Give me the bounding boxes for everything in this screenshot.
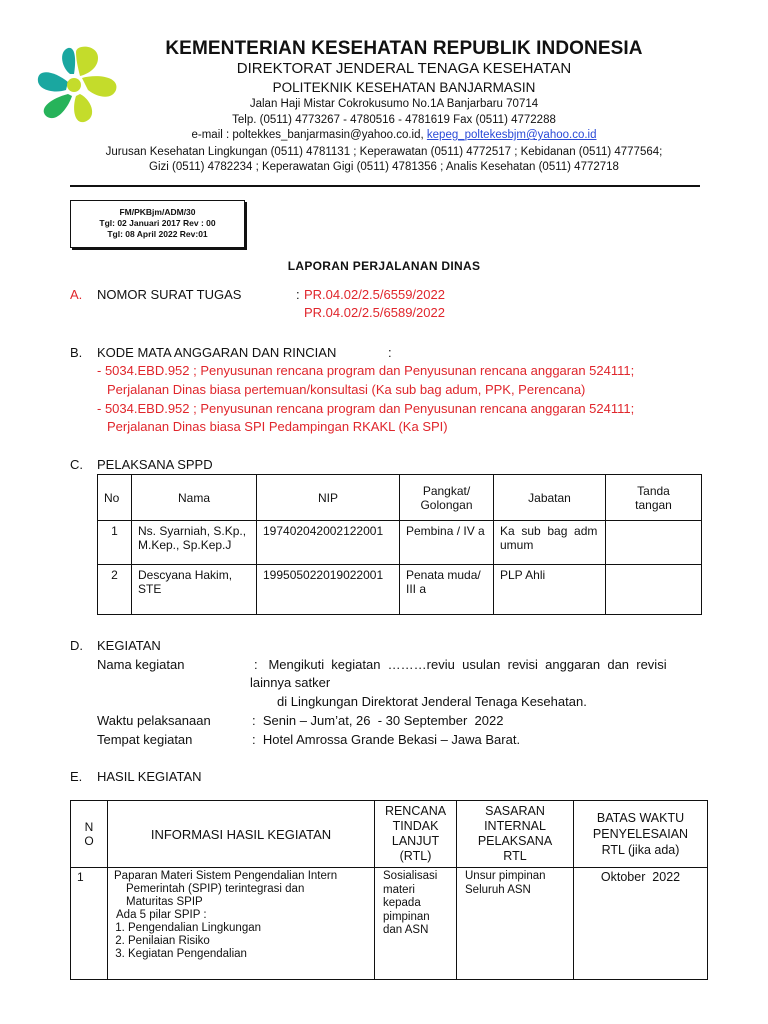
- row-2-nip: 199505022019022001: [257, 565, 400, 615]
- row-2-no: 2: [98, 565, 132, 615]
- pilar-list: [112, 922, 370, 961]
- row-1-batas-waktu: Oktober 2022: [574, 868, 708, 980]
- row-1-jabatan-line-1: Ka sub bag adm: [500, 524, 598, 538]
- table-row: [71, 868, 708, 980]
- section-e-label: HASIL KEGIATAN: [97, 769, 202, 784]
- row-1-pangkat: Pembina / IV a: [400, 521, 494, 565]
- table-row: [98, 521, 702, 565]
- sasaran-line-1: Unsur pimpinan: [465, 870, 546, 882]
- address-line: Jalan Haji Mistar Cokrokusumo No.1A Banjarbaru 70714: [249, 98, 539, 110]
- nama-kegiatan-value-1: : Mengikuti kegiatan ………reviu usulan revisi anggaran dan revisi: [254, 657, 667, 672]
- section-b-item-2a: - 5034.EBD.952 ; Penyusunan rencana program dan Penyusunan rencana anggaran 524111;: [97, 401, 635, 416]
- section-b-label: KODE MATA ANGGARAN DAN RINCIAN: [97, 345, 337, 360]
- row-1-informasi: [108, 868, 375, 980]
- row-1-rtl: [375, 868, 457, 980]
- sasaran-line-2: Seluruh ASN: [465, 883, 531, 896]
- col-no-line-1: N: [84, 820, 94, 834]
- col-pangkat-line-1: Pangkat/: [422, 483, 471, 498]
- col-no-line-2: O: [84, 834, 94, 848]
- section-a-colon: :: [296, 287, 300, 302]
- col-batas-line-2: PENYELESAIAN: [592, 827, 689, 841]
- rtl-line-1: Sosialisasi: [383, 870, 438, 882]
- waktu-value: : Senin – Jum’at, 26 - 30 September 2022: [252, 713, 504, 728]
- col-sasaran-line-4: RTL: [503, 849, 527, 863]
- col-informasi: INFORMASI HASIL KEGIATAN: [108, 801, 375, 868]
- row-2-pangkat-line-2: III a: [406, 582, 427, 596]
- row-1-sasaran: [457, 868, 574, 980]
- section-b-item-2b: Perjalanan Dinas biasa SPI Pedampingan RKAKL (Ka SPI): [107, 419, 448, 434]
- section-b-colon: :: [388, 345, 392, 360]
- directorate-title: DIREKTORAT JENDERAL TENAGA KESEHATAN: [236, 60, 572, 77]
- col-tanda-line-1: Tanda: [637, 483, 670, 498]
- email-line: [0, 129, 768, 141]
- email-prefix: e-mail : poltekkes_banjarmasin@yahoo.co.id,: [191, 129, 427, 141]
- pelaksana-table: [97, 474, 702, 615]
- row-1-tanda: [606, 521, 702, 565]
- row-1-no: 1: [71, 868, 108, 980]
- email-link[interactable]: kepeg_poltekesbjm@yahoo.co.id: [426, 129, 597, 141]
- institution-title: POLITEKNIK KESEHATAN BANJARMASIN: [272, 80, 536, 95]
- col-pangkat-line-2: Golongan: [420, 497, 473, 512]
- tempat-value: : Hotel Amrossa Grande Bekasi – Jawa Barat.: [252, 732, 521, 747]
- row-2-pangkat-line-1: Penata muda/: [406, 568, 481, 582]
- row-2-nama: Descyana Hakim, STE: [132, 565, 257, 615]
- col-rtl-line-4: (RTL): [399, 849, 432, 863]
- row-1-nip: 197402042002122001: [257, 521, 400, 565]
- section-e-letter: E.: [70, 769, 83, 784]
- col-pangkat: [400, 475, 494, 521]
- col-rtl: [375, 801, 457, 868]
- section-a-label: NOMOR SURAT TUGAS: [97, 287, 242, 302]
- table-header-row: [98, 475, 702, 521]
- info-line-2: Pemerintah (SPIP) terintegrasi dan: [126, 883, 305, 895]
- departments-line-1: Jurusan Kesehatan Lingkungan (0511) 4781131 ; Keperawatan (0511) 4772517 ; Kebidanan (0511) 4777564;: [105, 146, 663, 158]
- col-sasaran-line-2: INTERNAL: [484, 819, 546, 833]
- form-code-box: [70, 200, 245, 248]
- row-1-nama-line-2: M.Kep., Sp.Kep.J: [138, 538, 232, 552]
- col-batas-line-3: RTL (jika ada): [601, 843, 680, 857]
- nama-kegiatan-value-2: lainnya satker: [250, 675, 331, 690]
- section-d-letter: D.: [70, 638, 83, 653]
- row-1-nama-line-1: Ns. Syarniah, S.Kp.,: [138, 524, 247, 538]
- col-nama: Nama: [132, 475, 257, 521]
- col-rtl-line-3: LANJUT: [391, 834, 440, 848]
- row-2-jabatan: PLP Ahli: [494, 565, 606, 615]
- table-header-row: [71, 801, 708, 868]
- col-no: [71, 801, 108, 868]
- row-1-no: 1: [98, 521, 132, 565]
- col-sasaran: [457, 801, 574, 868]
- col-batas-waktu: [574, 801, 708, 868]
- header-divider: [70, 185, 700, 187]
- phone-line: Telp. (0511) 4773267 - 4780516 - 4781619 Fax (0511) 4772288: [232, 114, 556, 126]
- section-b-letter: B.: [70, 345, 83, 360]
- nama-kegiatan-label: Nama kegiatan: [97, 657, 185, 672]
- section-b-item-1a: - 5034.EBD.952 ; Penyusunan rencana program dan Penyusunan rencana anggaran 524111;: [97, 363, 635, 378]
- section-d-label: KEGIATAN: [97, 638, 161, 653]
- waktu-label: Waktu pelaksanaan: [97, 713, 211, 728]
- rtl-line-3: kepada: [383, 897, 421, 909]
- row-1-jabatan: [494, 521, 606, 565]
- rtl-line-2: materi: [383, 883, 415, 896]
- section-b-item-1b: Perjalanan Dinas biasa pertemuan/konsultasi (Ka sub bag adum, PPK, Perencana): [107, 382, 586, 397]
- col-sasaran-line-3: PELAKSANA: [477, 834, 553, 848]
- rtl-line-4: pimpinan: [383, 910, 430, 923]
- col-no: No: [98, 475, 132, 521]
- list-item: 2. Penilaian Risiko: [128, 935, 370, 948]
- form-code-line-2: Tgl: 02 Januari 2017 Rev : 00: [99, 218, 216, 228]
- col-tanda-tangan: [606, 475, 702, 521]
- list-item: 3. Kegiatan Pengendalian: [128, 948, 370, 961]
- section-a-letter: A.: [70, 287, 83, 302]
- hasil-kegiatan-table: [70, 800, 708, 980]
- section-a-value-1: PR.04.02/2.5/6559/2022: [304, 287, 445, 302]
- ministry-title: KEMENTERIAN KESEHATAN REPUBLIK INDONESIA: [165, 38, 643, 59]
- info-line-4: Ada 5 pilar SPIP :: [116, 909, 207, 921]
- row-1-jabatan-line-2: umum: [500, 538, 534, 552]
- rtl-line-5: dan ASN: [383, 924, 429, 936]
- col-sasaran-line-1: SASARAN: [485, 804, 545, 818]
- col-jabatan: Jabatan: [494, 475, 606, 521]
- section-c-letter: C.: [70, 457, 83, 472]
- list-item: 1. Pengendalian Lingkungan: [128, 922, 370, 935]
- row-1-nama: [132, 521, 257, 565]
- col-nip: NIP: [257, 475, 400, 521]
- info-line-1: Paparan Materi Sistem Pengendalian Intern: [114, 870, 338, 882]
- section-c-label: PELAKSANA SPPD: [97, 457, 213, 472]
- section-a-value-2: PR.04.02/2.5/6589/2022: [304, 305, 445, 320]
- info-line-3: Maturitas SPIP: [126, 896, 203, 908]
- col-batas-line-1: BATAS WAKTU: [596, 811, 685, 825]
- document-title: LAPORAN PERJALANAN DINAS: [287, 259, 481, 273]
- form-code-line-1: FM/PKBjm/ADM/30: [119, 207, 196, 217]
- col-tanda-line-2: tangan: [635, 497, 672, 512]
- form-code-line-3: Tgl: 08 April 2022 Rev:01: [107, 229, 208, 239]
- table-row: [98, 565, 702, 615]
- row-2-tanda: [606, 565, 702, 615]
- nama-kegiatan-value-3: di Lingkungan Direktorat Jenderal Tenaga Kesehatan.: [277, 694, 587, 709]
- tempat-label: Tempat kegiatan: [97, 732, 193, 747]
- col-rtl-line-2: TINDAK: [392, 819, 439, 833]
- col-rtl-line-1: RENCANA: [384, 804, 447, 818]
- row-2-pangkat: [400, 565, 494, 615]
- departments-line-2: Gizi (0511) 4782234 ; Keperawatan Gigi (0511) 4781356 ; Analis Kesehatan (0511) 4772718: [149, 161, 619, 173]
